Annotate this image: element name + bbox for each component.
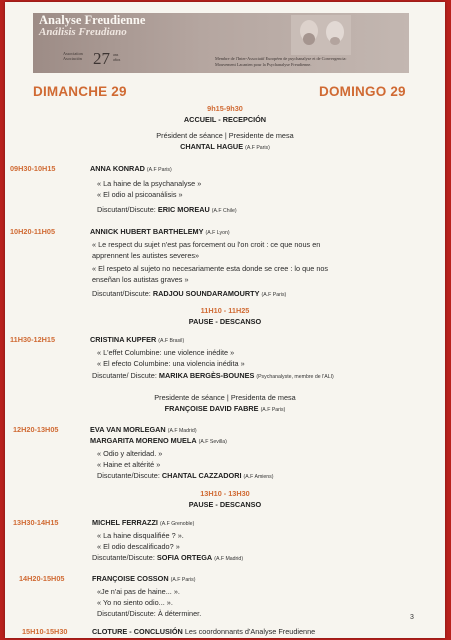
session-2-title-es-1: « El respeto al sujeto no necesariamente esta donde se cree : lo que nos [92, 264, 329, 273]
session-4-affil-1: (A.F Madrid) [167, 428, 197, 434]
session-5-discussant [92, 553, 243, 562]
session-2-title-es-2: enseñan los autistas graves » [92, 275, 189, 284]
closing-label: CLOTURE - CONCLUSIÓN [92, 627, 183, 636]
session-1-speaker-line [90, 164, 172, 173]
session-3-disc-label: Discutante/ Discute: [92, 371, 157, 380]
closing-time: 15H10-15H30 [22, 627, 68, 636]
day-heading-fr: DIMANCHE 29 [33, 84, 127, 99]
session-1-affil: (A.F Paris) [146, 167, 172, 173]
chair-2-name: FRANÇOISE DAVID FABRE [164, 404, 259, 413]
session-5-affil: (A.F Grenoble) [159, 521, 195, 527]
association-label-es: Asociación [63, 56, 82, 61]
opening-chair [125, 142, 325, 151]
session-5-speaker-line [92, 518, 194, 527]
session-5-disc-label: Discutante/Discute: [92, 553, 155, 562]
session-1-title-es: « El odio al psicoanálisis » [97, 190, 183, 199]
opening-time: 9h15-9h30 [207, 104, 243, 113]
session-6-title-fr: «Je n'ai pas de haine... ». [97, 587, 180, 596]
session-3-disc-affil: (Psychanalyste, membre de l'ALI) [256, 374, 334, 380]
session-4-speaker-1-line [90, 425, 197, 434]
opening-chair-name: CHANTAL HAGUE [180, 142, 244, 151]
banner-subtitle: Análisis Freudiano [39, 26, 127, 38]
session-2-title-fr-2: apprennent les autistes severes» [92, 251, 200, 260]
session-2-disc-label: Discutant/Discute: [92, 289, 151, 298]
association-label-fr: Association [63, 51, 83, 56]
banner-title: Analyse Freudienne [39, 13, 146, 27]
session-3-speaker: CRISTINA KUPFER [90, 335, 157, 344]
program-sheet [5, 2, 445, 638]
session-1-speaker: ANNA KONRAD [90, 164, 145, 173]
break-1-time: 11H10 - 11H25 [200, 306, 250, 315]
session-6-discussant: Discutant/Discute: À déterminer. [97, 609, 202, 618]
session-2-discussant [92, 289, 286, 298]
session-5-time: 13H30-14H15 [13, 518, 59, 527]
chair-2-label: Presidente de séance | Presidenta de mesa [154, 393, 296, 402]
break-1-label: PAUSE - DESCANSO [188, 317, 262, 326]
session-4-speaker-2: MARGARITA MORENO MUELA [90, 436, 197, 445]
session-1-discussant [97, 205, 237, 214]
years-label-fr: ans [113, 52, 119, 57]
opening-chair-affil: (A.F Paris) [245, 145, 270, 151]
break-2-time: 13H10 - 13H30 [200, 489, 250, 498]
years-number: 27 [93, 49, 110, 68]
session-2-disc-affil: (A.F Paris) [261, 292, 287, 298]
session-4-affil-2: (A.F Sevilla) [198, 439, 227, 445]
session-2-speaker: ANNICK HUBERT BARTHELEMY [90, 227, 204, 236]
session-2-disc-name: RADJOU SOUNDARAMOURTY [152, 289, 260, 298]
session-6-affil: (A.F Paris) [170, 577, 196, 583]
session-2-time: 10H20-11H05 [10, 227, 56, 236]
session-1-title-fr: « La haine de la psychanalyse » [97, 179, 202, 188]
session-3-time: 11H30-12H15 [10, 335, 56, 344]
session-1-time: 09H30-10H15 [10, 164, 56, 173]
session-2-affil: (A.F Lyon) [205, 230, 230, 236]
session-2-speaker-line [90, 227, 230, 236]
day-heading-es: DOMINGO 29 [319, 84, 406, 99]
years-label [113, 52, 120, 62]
session-6-speaker-line [92, 574, 195, 583]
chair-2-line [115, 404, 335, 413]
closing-text: Les coordonnants d'Analyse Freudienne [184, 627, 316, 636]
portraits-image [291, 15, 351, 55]
opening-chair-label: Président de séance | Presidente de mesa [156, 131, 294, 140]
closing-line [92, 627, 315, 636]
session-4-speaker-1: EVA VAN MORLEGAN [90, 425, 166, 434]
page-number: 3 [410, 614, 414, 621]
session-3-affil: (A.F Brasil) [158, 338, 185, 344]
session-1-disc-label: Discutant/Discute: [97, 205, 156, 214]
member-line-1: Membre de l'Inter-Associatif Européen de psychanalyse et de Convergencia: [215, 56, 347, 61]
session-6-speaker: FRANÇOISE COSSON [92, 574, 169, 583]
session-6-title-es: « Yo no siento odio... ». [97, 598, 173, 607]
session-5-disc-affil: (A.F Madrid) [214, 556, 244, 562]
session-3-discussant [92, 371, 334, 380]
session-5-title-fr: « La haine disqualifiée ? ». [97, 531, 184, 540]
member-line-2: Mouvement Lacanien pour la Psychanalyse Freudienne. [215, 62, 312, 67]
session-4-disc-label: Discutante/Discute: [97, 471, 160, 480]
break-2-label: PAUSE - DESCANSO [188, 500, 262, 509]
session-6-time: 14H20-15H05 [19, 574, 65, 583]
years-label-es: años [113, 57, 121, 62]
session-4-disc-name: CHANTAL CAZZADORI [161, 471, 242, 480]
session-3-speaker-line [90, 335, 184, 344]
session-4-title-es: « Odio y alteridad. » [97, 449, 163, 458]
session-4-time: 12H20-13H05 [13, 425, 59, 434]
session-4-title-fr: « Haine et altérité » [97, 460, 161, 469]
session-2-title-fr-1: « Le respect du sujet n'est pas forcement ou l'on croit : ce que nous en [92, 240, 321, 249]
session-4-discussant [97, 471, 274, 480]
session-3-title-es: « El efecto Columbine: una violencia inédita » [97, 359, 245, 368]
chair-2-affil: (A.F Paris) [260, 407, 286, 413]
session-1-disc-name: ERIC MOREAU [157, 205, 210, 214]
header-banner [33, 13, 409, 73]
opening-title: ACCUEIL - RECEPCIÓN [183, 115, 267, 124]
session-5-speaker: MICHEL FERRAZZI [92, 518, 158, 527]
session-4-disc-affil: (A.F Amiens) [243, 474, 274, 480]
session-3-title-fr: « L'effet Columbine: une violence inédite » [97, 348, 235, 357]
session-5-title-es: « El odio descalificado? » [97, 542, 180, 551]
session-4-speaker-2-line [90, 436, 227, 445]
session-1-disc-affil: (A.F Chile) [211, 208, 237, 214]
session-5-disc-name: SOFIA ORTEGA [156, 553, 213, 562]
session-3-disc-name: MARIKA BERGÈS-BOUNES [158, 371, 255, 380]
